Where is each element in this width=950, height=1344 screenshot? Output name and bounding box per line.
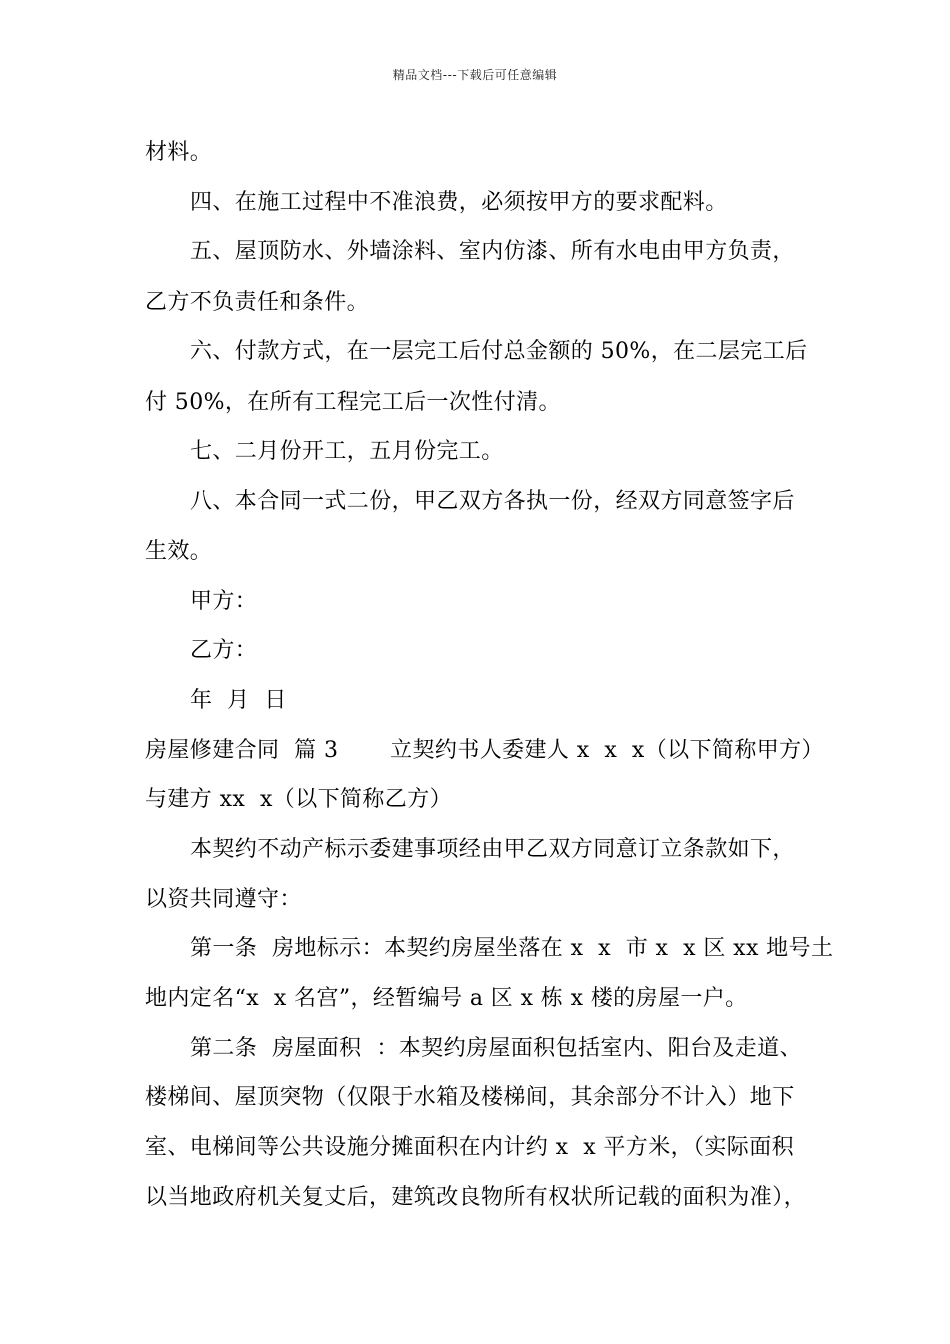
text-line: 六、付款方式，在一层完工后付总金额的 50%，在二层完工后 [190,339,808,364]
text-line: 材料。 [145,140,213,165]
text-line: 付 50%，在所有工程完工后一次性付清。 [145,390,561,415]
text-line: 室、电梯间等公共设施分摊面积在内计约 x x 平方米，（实际面积 [145,1135,794,1160]
text-line: 第一条 房地标示：本契约房屋坐落在 x x 市 x x 区 xx 地号土 [190,936,834,961]
text-line: 五、屋顶防水、外墙涂料、室内仿漆、所有水电由甲方负责， [190,239,795,264]
text-line: 生效。 [145,539,213,564]
text-line: 八、本合同一式二份，甲乙双方各执一份，经双方同意签字后 [190,489,795,514]
text-line: 第二条 房屋面积 ：本契约房屋面积包括室内、阳台及走道、 [190,1036,802,1061]
text-line: 乙方不负责任和条件。 [145,290,370,315]
text-line: 以当地政府机关复丈后，建筑改良物所有权状所记载的面积为准）， [145,1185,807,1210]
text-line: 楼梯间、屋顶突物（仅限于水箱及楼梯间，其余部分不计入）地下 [145,1085,795,1110]
text-line: 乙方： [190,638,258,663]
text-line: 以资共同遵守： [145,887,302,912]
text-line: 年 月 日 [190,688,287,713]
section-heading-line: 房屋修建合同 篇 3 立契约书人委建人 x x x（以下简称甲方） [145,738,824,763]
page-header: 精品文档---下载后可任意编辑 [392,68,558,82]
text-line: 与建方 xx x（以下简称乙方） [145,787,453,812]
text-line: 甲方： [190,589,258,614]
text-line: 七、二月份开工，五月份完工。 [190,439,504,464]
text-line: 地内定名“x x 名宫”，经暂编号 a 区 x 栋 x 楼的房屋一户。 [145,986,748,1011]
text-line: 本契约不动产标示委建事项经由甲乙双方同意订立条款如下， [190,837,795,862]
text-line: 四、在施工过程中不准浪费，必须按甲方的要求配料。 [190,190,728,215]
